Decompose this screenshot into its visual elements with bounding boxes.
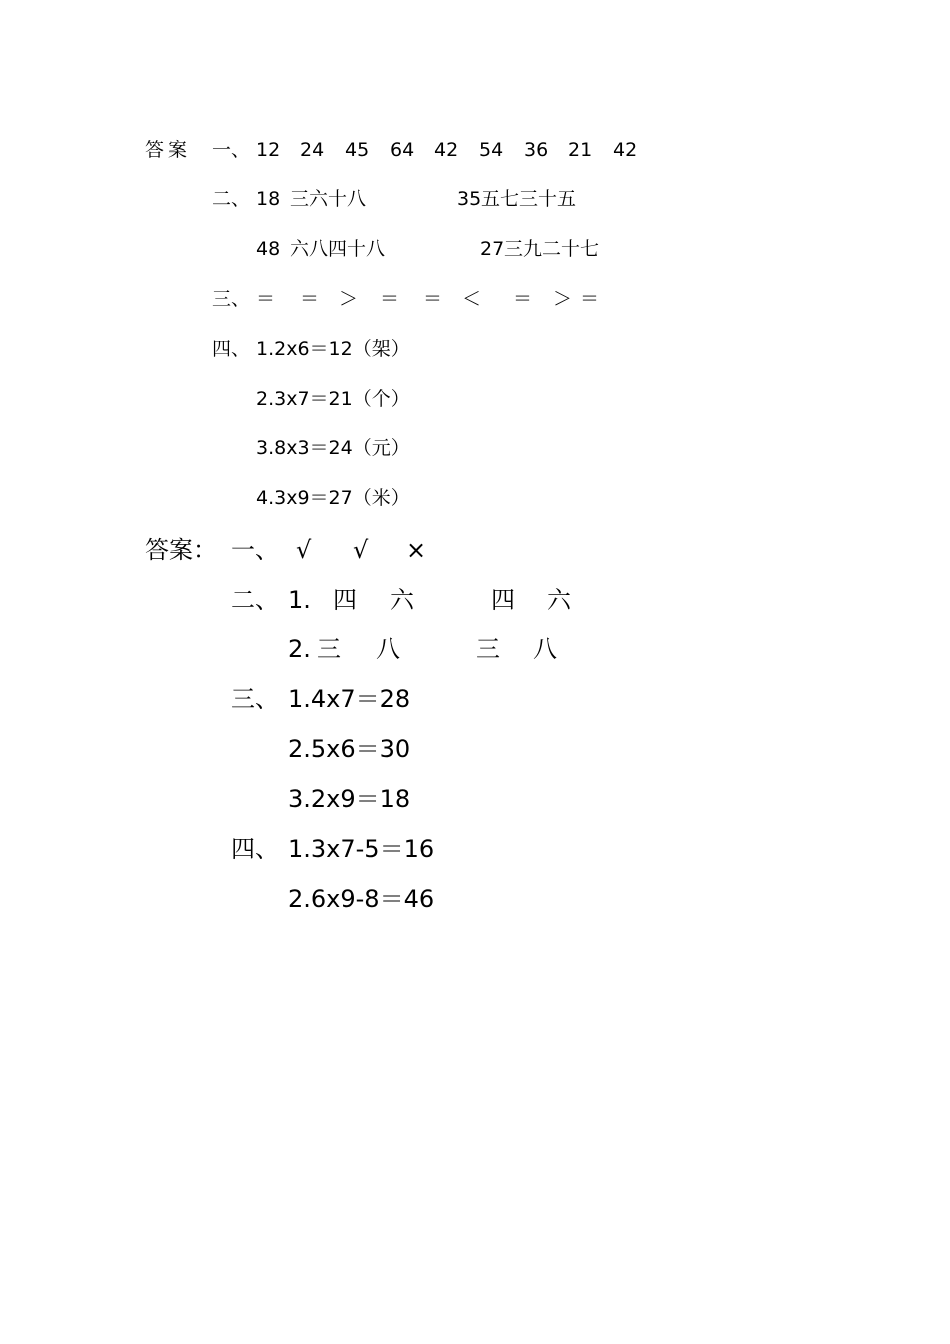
s1-q3-symbol: ＝ <box>256 288 276 310</box>
s2-q2-prefix: 二、 <box>231 586 279 614</box>
s1-q4-prefix: 四、 <box>212 338 251 360</box>
s2-q3-item: 3.2x9＝18 <box>288 785 411 813</box>
s2-q2-char: 八 <box>376 635 400 663</box>
s2-q3-row-1 <box>0 687 950 715</box>
s2-q2-row-2 <box>0 637 950 665</box>
s2-q2-char: 六 <box>547 586 571 614</box>
s2-answer-label: 答案： <box>145 536 217 564</box>
s2-q1-prefix: 一、 <box>231 536 279 564</box>
s1-q1-value: 21 <box>568 139 593 161</box>
s1-q1-value: 36 <box>524 139 549 161</box>
s2-q2-char: 八 <box>533 635 557 663</box>
s2-q2-num: 2. <box>288 635 311 663</box>
s2-q4-prefix: 四、 <box>231 835 279 863</box>
s2-q1-mark: × <box>406 536 427 564</box>
s1-q2-num: 48 <box>256 238 281 260</box>
s1-q2-text: 六八四十八 <box>290 238 386 260</box>
s2-q2-row-1 <box>0 588 950 616</box>
s1-answer-label: 答案 <box>145 139 192 161</box>
s1-q3-row <box>0 290 950 312</box>
s2-q4-row-1 <box>0 837 950 865</box>
s2-q1-row <box>0 538 950 566</box>
s1-q2-row-2 <box>0 240 950 262</box>
s1-q1-value: 12 <box>256 139 281 161</box>
s2-q1-mark: √ <box>296 536 312 564</box>
s1-q3-symbol: ＞ <box>339 288 359 310</box>
answer-block-2 <box>0 520 950 940</box>
s1-q1-value: 54 <box>479 139 504 161</box>
s2-q3-item: 2.5x6＝30 <box>288 735 411 763</box>
s1-q1-value: 42 <box>434 139 459 161</box>
s1-q1-prefix: 一、 <box>212 139 251 161</box>
s2-q4-item: 2.6x9-8＝46 <box>288 885 435 913</box>
s1-q3-symbol: ＝ <box>423 288 443 310</box>
s1-q3-symbol: ＞ <box>553 288 573 310</box>
s2-q4-row-2 <box>0 887 950 915</box>
s1-q3-symbol: ＜ <box>462 288 482 310</box>
s2-q3-prefix: 三、 <box>231 685 279 713</box>
s1-q1-row <box>0 141 950 163</box>
s2-q2-char: 三 <box>317 635 341 663</box>
s1-q3-symbol: ＝ <box>380 288 400 310</box>
s1-q4-item: 1.2x6＝12（架） <box>256 338 410 360</box>
s1-q2-num: 27 <box>480 238 505 260</box>
s1-q4-item: 2.3x7＝21（个） <box>256 388 410 410</box>
s1-q2-text: 三六十八 <box>290 188 367 210</box>
s1-q1-value: 24 <box>300 139 325 161</box>
s1-q3-symbol: ＝ <box>580 288 600 310</box>
s1-q2-num: 35 <box>457 188 482 210</box>
s1-q1-value: 64 <box>390 139 415 161</box>
s2-q3-row-3 <box>0 787 950 815</box>
s2-q4-item: 1.3x7-5＝16 <box>288 835 435 863</box>
s1-q4-item: 4.3x9＝27（米） <box>256 487 410 509</box>
s2-q3-item: 1.4x7＝28 <box>288 685 411 713</box>
s2-q2-char: 四 <box>491 586 515 614</box>
answer-block-1 <box>0 0 950 520</box>
s1-q4-row-1 <box>0 340 950 362</box>
s2-q3-row-2 <box>0 737 950 765</box>
s1-q4-row-3 <box>0 439 950 461</box>
s2-q2-char: 六 <box>390 586 414 614</box>
s1-q2-text: 五七三十五 <box>481 188 577 210</box>
s1-q3-prefix: 三、 <box>212 288 251 310</box>
s1-q2-text: 三九二十七 <box>504 238 600 260</box>
s1-q1-value: 45 <box>345 139 370 161</box>
s2-q2-num: 1. <box>288 586 311 614</box>
s1-q4-row-2 <box>0 390 950 412</box>
s2-q2-char: 三 <box>476 635 500 663</box>
s1-q3-symbol: ＝ <box>513 288 533 310</box>
s1-q2-num: 18 <box>256 188 281 210</box>
s1-q1-value: 42 <box>613 139 638 161</box>
s1-q2-row-1 <box>0 190 950 212</box>
s1-q3-symbol: ＝ <box>300 288 320 310</box>
s1-q4-item: 3.8x3＝24（元） <box>256 437 410 459</box>
s2-q2-char: 四 <box>333 586 357 614</box>
s2-q1-mark: √ <box>353 536 369 564</box>
s1-q4-row-4 <box>0 489 950 511</box>
s1-q2-prefix: 二、 <box>212 188 251 210</box>
